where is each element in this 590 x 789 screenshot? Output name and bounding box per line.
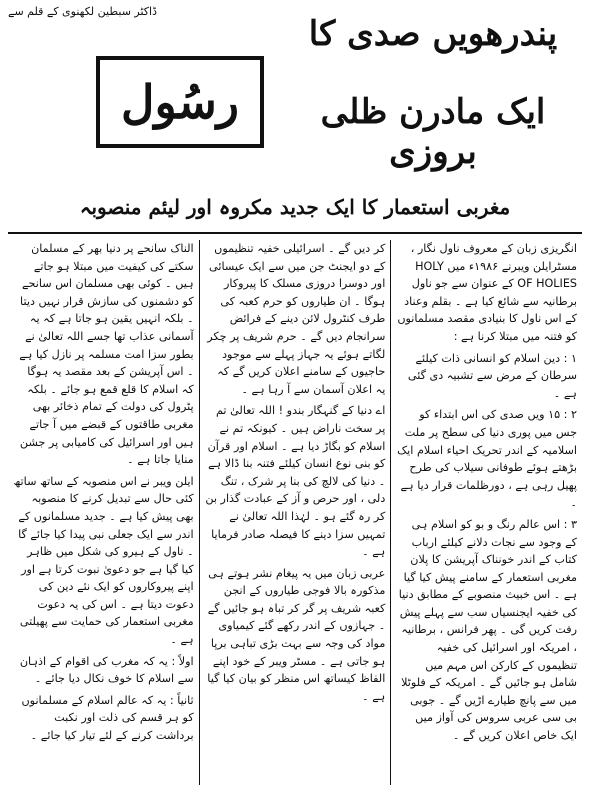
paragraph: ۳ : اس عالم رنگ و بو کو اسلام ہی کے وجود سے نجات دلانے کیلئے ارباب کتاب کے اندر خونناک آپریشن کا پلان مغربی استعمار کے سامنے پیش کیا گیا ہے ۔ اس خبیث منصوبے کے مطابق دنیا کی خفیہ ایجنسیاں سب سے پہلے پیش رفت کریں گی ۔ پھر فرانس ، برطانیہ ، امریکہ اور اسرائیل کی خفیہ تنظیموں کے کارکن اس مہم میں شامل ہو جائیں گے ۔ امریکہ کے فلوٹلا میں سے پانچ طیارے اڑیں گے ۔ جوبی بی سی عربی سروس کی آواز میں ایک خاص اعلان کریں گے ۔ — [398, 517, 577, 743]
headline-line-2: ایک مادرن ظلی بروزی — [320, 92, 546, 172]
paragraph: ۱ : دین اسلام کو انسانی ذات کیلئے سرطان کے مرض سے تشبیہ دی گئی ہے ۔ — [407, 351, 577, 400]
author-byline: ڈاکٹر سبطین لکھنوی کے قلم سے — [8, 5, 157, 18]
column-left — [8, 240, 200, 785]
paragraph: اے دنیا کے گنہگار بندو ! اللہ تعالیٰ تم پر سخت ناراض ہیں ۔ کیونکہ تم نے اسلام کو بگاڑ دیا ہے ۔ اسلام اور قرآن کو بنی نوع انسان کیلئے فتنہ بنا ڈالا ہے ۔ دنیا کی لالچ کی بنا پر شرک ، تنگ دلی ، اور حرص و آز کے عبادت گذار بن کر رہ گئے ہو ۔ لہٰذا اللہ تعالیٰ نے تمہیں سزا دینے کا فیصلہ صادر فرمایا ہے ۔ — [205, 404, 386, 559]
paragraph: ایلن ویبر نے اس منصوبہ کے ساتھ ساتھ کئی حال سے تبدیل کرنے کا منصوبہ بھی پیش کیا ہے ۔ جدید مسلمانوں کے اندر سے ایک جعلی نبی پیدا کیا جائے گا ۔ ناول کے ہیرو کی شکل میں ظاہر کیا گیا ہے جو دعویٰ نبوت کرتا ہے اور اپنے پیروکاروں کو ایک نئے دین کی دعوت دیتا ہے ۔ اس کی یہ دعوت مغربی استعمار کی حمایت سے پھیلتی ہے ۔ — [13, 474, 194, 647]
article-title: رسُول — [121, 75, 239, 129]
paragraph: عربی زبان میں یہ پیغام نشر ہوتے ہی مذکورہ بالا فوجی طیاروں کے انجن کعبہ شریف پر گر کر تباہ ہو جائیں گے ۔ جہازوں کے اندر رکھے گئے کیمیاوی مواد کی وجہ سے بہت بڑی تباہی برپا ہو جاتی ہے ۔ مسٹر ویبر کے خود اپنے الفاظ کیساتھ اس منظر کو بیان کیا گیا ہے ۔ — [207, 566, 386, 703]
column-middle — [200, 240, 392, 785]
paragraph: ۲ : ۱۵ ویں صدی کی اس ابتداء کو جس میں پوری دنیا کی سطح پر ملت اسلامیہ کے اندر تحریک احیاء اسلام ایک بڑھتے ہوئے طوفانی سیلاب کی طرح پھیل رہی ہے ، دورظلمات قرار دیا ہے ۔ — [397, 408, 577, 510]
column-right — [391, 240, 582, 785]
article-columns — [8, 240, 582, 785]
paragraph: کر دیں گے ۔ اسرائیلی خفیہ تنظیموں کے دو ایجنٹ جن میں سے ایک عیسائی اور دوسرا دروزی مسلک کا پیروکار ہوگا ۔ ان طیاروں کو حرم کعبہ کی طرف کنٹرول لائن دینے کے فرائض سرانجام دیں گے ۔ حرم شریف پر چکر لگاتے ہوئے یہ جہاز پہلے سے موجود حاجیوں کے سامنے اعلان کریں گے کہ یہ اعلان آسمان سے آ رہا ہے ۔ — [207, 242, 386, 396]
paragraph: ثانیاً : یہ کہ عالم اسلام کے مسلمانوں کو ہر قسم کی ذلت اور نکبت برداشت کرنے کے لئے تیار کیا جائے ۔ — [21, 693, 194, 743]
subheadline: مغربی استعمار کا ایک جدید مکروہ اور لیئم منصوبہ — [79, 195, 511, 219]
headline-line-1: پندرھویں صدی کا — [308, 14, 558, 54]
paragraph: الناک سانحے پر دنیا بھر کے مسلمان سکتے کی کیفیت میں مبتلا ہو جاتے ہیں ۔ کوئی بھی مسلمان اس سانحے کو دشمنوں کی سازش قرار نہیں دیتا ۔ بلکہ انہیں یقین ہو جاتا ہے کہ یہ آسمانی عذاب تھا جسے اللہ تعالیٰ نے بطور سزا امت مسلمہ پر نازل کیا ہے ۔ اس آپریشن کے بعد مقصد یہ ہوگا کہ اسلام کا قلع قمع ہو جائے ۔ بلکہ پٹرول کی دولت کے تمام ذخائر بھی مغربی طاقتوں کے قبضے میں آ جاتے ہیں اور اسرائیل کی کامیابی پر جشن منایا جاتا ہے ۔ — [19, 242, 194, 467]
divider-rule — [8, 232, 582, 234]
paragraph: انگریزی زبان کے معروف ناول نگار ، مسٹرایلن ویبرنے ۱۹۸۶ء میں HOLY OF HOLIES کے عنوان سے جو ناول برطانیہ سے شائع کیا ہے ۔ بقلم وعناد کے اس ناول کا بنیادی مقصد مسلمانوں کو فتنہ میں مبتلا کرنا ہے : — [397, 242, 577, 343]
title-box — [96, 56, 264, 148]
paragraph: اولاً : یہ کہ مغرب کی اقوام کے اذہان سے اسلام کا خوف نکال دیا جائے ۔ — [19, 654, 194, 686]
